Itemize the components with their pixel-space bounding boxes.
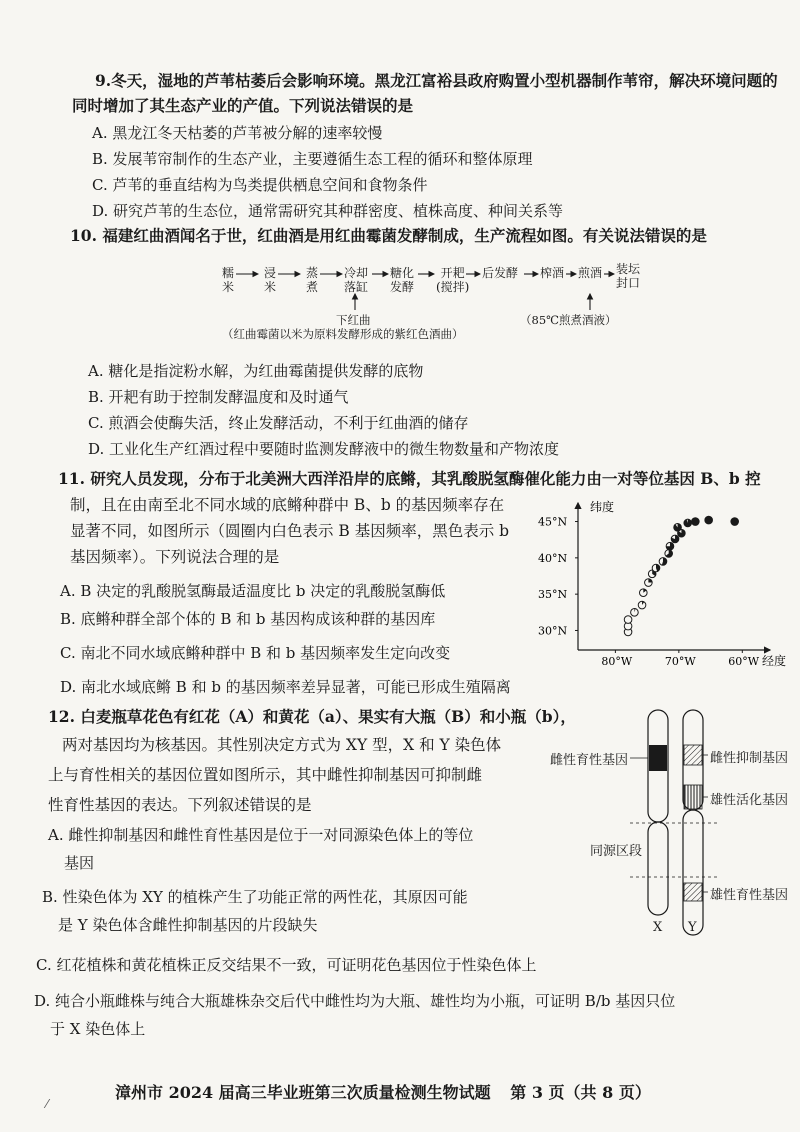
- flow-red-yeast-label: 下红曲: [336, 313, 371, 327]
- point-circle: [638, 601, 646, 609]
- gene-frequency-point: [645, 579, 653, 587]
- x-tick-label: 70°W: [664, 655, 696, 668]
- male-activation-gene-band: [684, 785, 702, 809]
- x-chromosome-lower-arm: [648, 822, 668, 915]
- q12-option-b-line2: 是 Y 染色体含雌性抑制基因的片段缺失: [58, 916, 318, 934]
- q10-option-a: A. 糖化是指淀粉水解，为红曲霉菌提供发酵的底物: [88, 362, 424, 380]
- q10-stem: 10. 福建红曲酒闻名于世，红曲酒是用红曲霉菌发酵制成，生产流程如图。有关说法错误的是: [70, 226, 707, 245]
- point-circle: [692, 518, 700, 526]
- pencil-mark: ⁄: [46, 1097, 49, 1111]
- q9-stem-line1: 9.冬天，湿地的芦苇枯萎后会影响环境。黑龙江富裕县政府购置小型机器制作苇帘，解决环境问题的: [95, 71, 778, 90]
- label-male-activation-gene: 雄性活化基因: [710, 793, 789, 808]
- chart-ticks: [538, 516, 760, 668]
- q10-option-b: B. 开耙有助于控制发酵温度和及时通气: [88, 388, 349, 406]
- label-homologous-region: 同源区段: [590, 844, 643, 859]
- gene-frequency-point: [666, 542, 674, 550]
- gene-frequency-point: [671, 535, 679, 543]
- flow-step-glutinous-rice: 糯 米: [222, 266, 235, 294]
- gene-frequency-point: [631, 609, 639, 617]
- q9-option-d: D. 研究芦苇的生态位，通常需研究其种群密度、植株高度、种间关系等: [92, 202, 564, 220]
- q11-stem-line4: 基因频率）。下列说法合理的是: [70, 548, 280, 566]
- y-chromosome-lower-arm: [683, 810, 703, 935]
- q9-stem-line2: 同时增加了其生态产业的产值。下列说法错误的是: [72, 96, 414, 115]
- x-axis-label: 经度: [762, 654, 787, 668]
- chromosome-svg: [570, 705, 800, 945]
- q11-stem-line2: 制，且在由南至北不同水域的底鳉种群中 B、b 的基因频率存在: [70, 496, 505, 514]
- q12-stem-line4: 性育性基因的表达。下列叙述错误的是: [48, 796, 312, 814]
- flow-step-seal: 装坛 封口: [616, 262, 641, 290]
- y-tick-label: 45°N: [538, 515, 568, 529]
- q12-option-a-line2: 基因: [64, 854, 95, 872]
- q12-option-d-line1: D. 纯合小瓶雌株与纯合大瓶雄株杂交后代中雌性均为大瓶、雄性均为小瓶，可证明 B/b 基因只位: [34, 992, 676, 1010]
- gene-frequency-point: [665, 550, 673, 558]
- label-x-chromosome: X: [653, 920, 663, 935]
- gene-frequency-point: [624, 616, 632, 624]
- gene-frequency-point: [692, 518, 700, 526]
- q11-option-a: A. B 决定的乳酸脱氢酶最适温度比 b 决定的乳酸脱氢酶低: [60, 582, 446, 600]
- gene-frequency-point: [684, 519, 692, 527]
- label-y-chromosome: Y: [688, 920, 697, 935]
- gene-frequency-point: [640, 589, 648, 597]
- flow-step-boil: 煎酒: [578, 266, 603, 280]
- q12-chromosome-diagram: [550, 705, 800, 945]
- flow-step-press: 榨酒: [540, 266, 565, 280]
- female-suppressor-gene-band: [684, 745, 702, 765]
- page-footer: [115, 1080, 651, 1103]
- point-b-fraction: [648, 579, 652, 583]
- gene-frequency-point: [674, 524, 682, 532]
- gene-frequency-point: [659, 558, 667, 566]
- label-male-fertility-gene: 雄性育性基因: [710, 888, 789, 903]
- flow-step-stir: 开耙 (搅拌): [436, 266, 470, 294]
- y-tick-label: 35°N: [538, 588, 568, 602]
- q11-stem-line1: 11. 研究人员发现，分布于北美洲大西洋沿岸的底鳉，其乳酸脱氢酶催化能力由一对等位基因 B、b 控: [58, 469, 761, 488]
- point-b-fraction: [684, 519, 692, 527]
- point-circle: [731, 518, 739, 526]
- chart-svg: [530, 495, 795, 675]
- point-circle: [624, 616, 632, 624]
- q12-option-c: C. 红花植株和黄花植株正反交结果不一致，可证明花色基因位于性染色体上: [36, 956, 537, 974]
- flow-step-cool-vat: 冷却 落缸: [344, 266, 369, 294]
- q12-option-a-line1: A. 雌性抑制基因和雌性育性基因是位于一对同源染色体上的等位: [48, 826, 474, 844]
- q11-option-c: C. 南北不同水域底鳉种群中 B 和 b 基因频率发生定向改变: [60, 644, 451, 662]
- flow-heat-note: （85℃煎煮酒液）: [520, 313, 617, 327]
- y-tick-label: 40°N: [538, 551, 568, 565]
- label-female-fertility-gene: 雌性育性基因: [550, 753, 629, 768]
- gene-frequency-point: [731, 518, 739, 526]
- q12-stem-line1: 12. 白麦瓶草花色有红花（A）和黄花（a）、果实有大瓶（B）和小瓶（b），: [48, 707, 576, 726]
- q10-process-flowchart: [220, 262, 640, 342]
- q11-gene-frequency-chart: [530, 495, 795, 675]
- q12-stem-line3: 上与育性相关的基因位置如图所示，其中雌性抑制基因可抑制雌: [48, 766, 483, 784]
- flow-step-saccharify: 糖化 发酵: [390, 266, 415, 294]
- flow-red-yeast-note: （红曲霉菌以米为原料发酵形成的紫红色酒曲）: [222, 327, 464, 341]
- y-axis-label: 纬度: [590, 500, 615, 514]
- q10-option-c: C. 煎酒会使酶失活，终止发酵活动，不利于红曲酒的储存: [88, 414, 469, 432]
- q11-option-b: B. 底鳉种群全部个体的 B 和 b 基因构成该种群的基因库: [60, 610, 436, 628]
- y-tick-label: 30°N: [538, 624, 568, 638]
- chart-points: [624, 516, 738, 635]
- footer-title: 漳州市 2024 届高三毕业班第三次质量检测生物试题: [115, 1083, 491, 1102]
- q12-stem-line2: 两对基因均为核基因。其性别决定方式为 XY 型，X 和 Y 染色体: [62, 736, 502, 754]
- point-circle: [705, 516, 713, 524]
- footer-page-number: 第 3 页（共 8 页）: [510, 1083, 651, 1102]
- q9-option-b: B. 发展苇帘制作的生态产业，主要遵循生态工程的循环和整体原理: [92, 150, 533, 168]
- q11-option-d: D. 南北水域底鳉 B 和 b 的基因频率差异显著，可能已形成生殖隔离: [60, 678, 511, 696]
- q12-option-d-line2: 于 X 染色体上: [50, 1020, 146, 1038]
- q9-option-c: C. 芦苇的垂直结构为鸟类提供栖息空间和食物条件: [92, 176, 428, 194]
- gene-frequency-point: [705, 516, 713, 524]
- q9-option-a: A. 黑龙江冬天枯萎的芦苇被分解的速率较慢: [92, 124, 383, 142]
- x-tick-label: 60°W: [728, 655, 760, 668]
- label-female-suppressor-gene: 雌性抑制基因: [710, 751, 789, 766]
- female-fertility-gene-band: [649, 745, 667, 771]
- gene-frequency-point: [652, 564, 660, 572]
- q10-option-d: D. 工业化生产红酒过程中要随时监测发酵液中的微生物数量和产物浓度: [88, 440, 560, 458]
- gene-frequency-point: [638, 601, 646, 609]
- flow-step-steam: 蒸 煮: [306, 266, 319, 294]
- flow-step-post-ferment: 后发酵: [482, 266, 519, 280]
- male-fertility-gene-band: [684, 883, 702, 901]
- q12-option-b-line1: B. 性染色体为 XY 的植株产生了功能正常的两性花，其原因可能: [42, 888, 468, 906]
- x-tick-label: 80°W: [601, 655, 633, 668]
- q11-stem-line3: 显著不同，如图所示（圆圈内白色表示 B 基因频率，黑色表示 b: [70, 522, 510, 540]
- flow-step-soak-rice: 浸 米: [264, 266, 277, 294]
